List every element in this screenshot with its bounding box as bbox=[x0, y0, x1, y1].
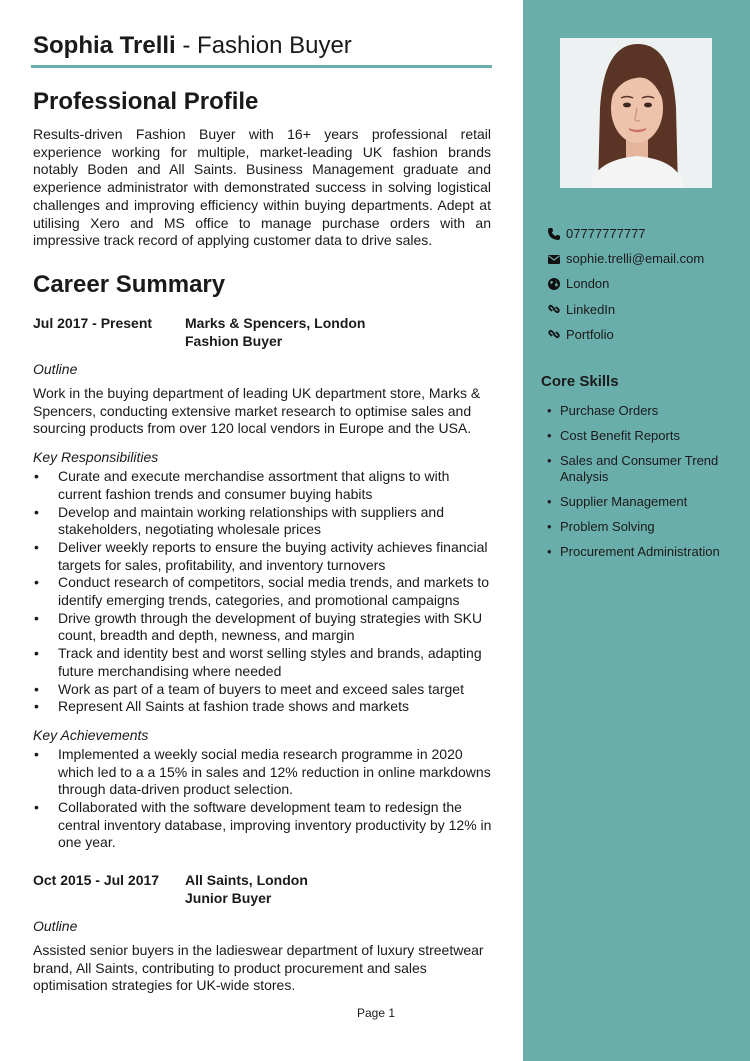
job-title: Fashion Buyer bbox=[185, 333, 283, 349]
profile-heading: Professional Profile bbox=[33, 88, 259, 115]
contact-linkedin[interactable] bbox=[547, 297, 704, 322]
achievements-label: Key Achievements bbox=[33, 726, 149, 743]
contact-list bbox=[547, 221, 704, 347]
list-item: • Work as part of a team of buyers to meet and exceed sales target bbox=[33, 681, 492, 699]
list-item: • Curate and execute merchandise assortment that aligns to with current fashion trends and consumer buying habits bbox=[33, 468, 492, 503]
job-employer-block bbox=[185, 314, 365, 350]
list-item: • Track and identity best and worst selling styles and brands, adapting future merchandising where needed bbox=[33, 645, 492, 680]
link-icon bbox=[547, 302, 561, 316]
outline-label: Outline bbox=[33, 918, 78, 934]
list-item: • Collaborated with the software development team to redesign the central inventory database, improving inventory productivity by 12% in one year. bbox=[33, 799, 492, 852]
contact-portfolio-text: Portfolio bbox=[566, 326, 614, 342]
globe-icon bbox=[547, 277, 561, 291]
candidate-name: Sophia Trelli bbox=[33, 32, 176, 59]
job-dates: Jul 2017 - Present bbox=[33, 315, 153, 331]
contact-portfolio[interactable] bbox=[547, 322, 704, 347]
title-separator: - bbox=[175, 32, 198, 59]
job-title: Junior Buyer bbox=[185, 890, 272, 906]
list-item: • Represent All Saints at fashion trade shows and markets bbox=[33, 698, 492, 716]
list-item: • Deliver weekly reports to ensure the buying activity achieves financial targets for sales, profitability, and inventory turnovers bbox=[33, 539, 492, 574]
job-employer: All Saints, London bbox=[185, 872, 308, 888]
job-dates: Oct 2015 - Jul 2017 bbox=[33, 872, 160, 888]
job-outline: Work in the buying department of leading UK department store, Marks & Spencers, conducting extensive market research to optimise sales and sourcing products from over 120 local vendors in Europe and the USA. bbox=[33, 385, 481, 437]
contact-linkedin-text: LinkedIn bbox=[566, 301, 616, 317]
link-icon bbox=[547, 327, 561, 341]
skills-heading: Core Skills bbox=[541, 373, 619, 390]
career-heading: Career Summary bbox=[33, 271, 226, 298]
responsibilities-list bbox=[33, 468, 492, 716]
job-entry bbox=[33, 871, 492, 995]
job-employer: Marks & Spencers, London bbox=[185, 315, 366, 331]
list-item: • Procurement Administration bbox=[547, 544, 732, 560]
profile-photo bbox=[560, 38, 712, 188]
list-item: • Cost Benefit Reports bbox=[547, 428, 732, 444]
skills-list bbox=[547, 403, 732, 570]
page-title bbox=[33, 30, 492, 62]
job-employer-block bbox=[185, 871, 308, 907]
list-item: • Problem Solving bbox=[547, 519, 732, 535]
list-item: • Drive growth through the development of buying strategies with SKU count, breadth and depth, newness, and margin bbox=[33, 610, 492, 645]
candidate-role: Fashion Buyer bbox=[197, 32, 352, 59]
job-header bbox=[33, 871, 492, 907]
job-entry bbox=[33, 314, 492, 852]
list-item: • Purchase Orders bbox=[547, 403, 732, 419]
contact-email[interactable] bbox=[547, 246, 704, 271]
contact-location-text: London bbox=[566, 276, 610, 292]
contact-location bbox=[547, 271, 704, 296]
header-divider bbox=[31, 65, 492, 68]
list-item: • Implemented a weekly social media research programme in 2020 which led to a a 15% in sales and 12% reduction in online markdowns through data-driven product selection. bbox=[33, 746, 492, 799]
list-item: • Develop and maintain working relationships with suppliers and stakeholders, negotiating wholesale prices bbox=[33, 504, 492, 539]
phone-icon bbox=[547, 227, 561, 241]
list-item: • Conduct research of competitors, social media trends, and markets to identify emerging trends, categories, and promotional campaigns bbox=[33, 574, 492, 609]
contact-email-text: sophie.trelli@email.com bbox=[566, 251, 705, 267]
envelope-icon bbox=[547, 252, 561, 266]
outline-label: Outline bbox=[33, 361, 78, 377]
responsibilities-label: Key Responsibilities bbox=[33, 449, 159, 466]
profile-text: Results-driven Fashion Buyer with 16+ years professional retail experience working for multiple, market-leading UK fashion brands notably Boden and All Saints. Business Management graduate and experience administrator with demonstrated success in solving logistical challenges and improving efficiency within buying departments. Adept at utilising Xero and MS office to manage purchase orders with an impressive track record of applying customer data to drive sales. bbox=[33, 126, 491, 249]
contact-phone bbox=[547, 221, 704, 246]
job-header bbox=[33, 314, 492, 350]
contact-phone-text: 07777777777 bbox=[566, 226, 646, 242]
list-item: • Sales and Consumer Trend Analysis bbox=[547, 453, 732, 484]
page-number: Page 1 bbox=[357, 1006, 396, 1020]
achievements-list bbox=[33, 746, 492, 852]
list-item: • Supplier Management bbox=[547, 494, 732, 510]
resume-header bbox=[33, 30, 492, 62]
job-outline: Assisted senior buyers in the ladieswear department of luxury streetwear brand, All Saints, contributing to product procurement and sales optimisation strategies for UK-wide stores. bbox=[33, 942, 484, 994]
